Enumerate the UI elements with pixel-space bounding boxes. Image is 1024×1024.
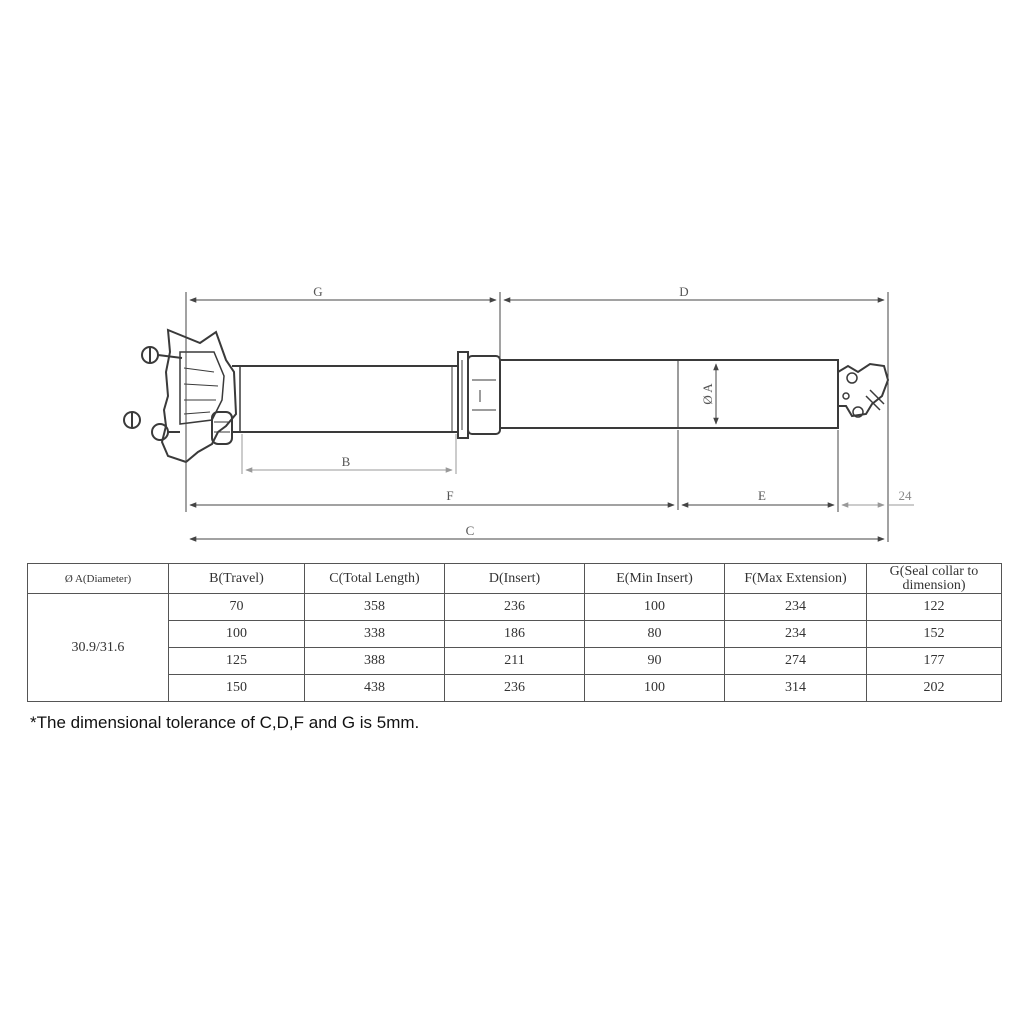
label-offset: 24 [898,488,912,503]
dimension-b [242,434,456,474]
table-cell: 100 [585,594,725,621]
header-diameter: Ø A(Diameter) [28,564,169,594]
table-cell: 211 [445,648,585,675]
table-header-row [28,564,1002,594]
dimension-c [190,523,884,539]
table-row [28,648,1002,675]
table-cell: 70 [169,594,305,621]
seal-collar [458,352,500,438]
table-cell: 236 [445,675,585,702]
table-cell: 202 [867,675,1002,702]
table-cell: 314 [725,675,867,702]
header-total-length: C(Total Length) [305,564,445,594]
table-cell: 100 [585,675,725,702]
table-cell: 122 [867,594,1002,621]
table-cell: 186 [445,621,585,648]
lower-post-body [500,360,838,428]
table-cell: 236 [445,594,585,621]
header-insert: D(Insert) [445,564,585,594]
table-cell: 234 [725,594,867,621]
header-min-insert: E(Min Insert) [585,564,725,594]
table-cell: 234 [725,621,867,648]
tolerance-note: *The dimensional tolerance of C,D,F and G is 5mm. [30,713,420,732]
table-cell: 100 [169,621,305,648]
label-e: E [758,488,766,503]
header-max-extension: F(Max Extension) [725,564,867,594]
table-cell: 90 [585,648,725,675]
table-cell: 338 [305,621,445,648]
label-diameter: Ø A [700,383,715,405]
header-travel: B(Travel) [169,564,305,594]
table-row [28,675,1002,702]
table-cell: 80 [585,621,725,648]
cable-actuator [838,364,888,417]
label-b: B [341,454,351,469]
label-g: G [313,284,323,299]
dimension-offset [842,488,914,505]
table-cell: 438 [305,675,445,702]
seat-clamp-head [124,330,236,462]
dimension-e [682,430,838,512]
label-f: F [446,488,454,503]
header-seal-collar: G(Seal collar to dimension) [867,564,1002,594]
table-row [28,594,1002,621]
table-cell: 274 [725,648,867,675]
label-d: D [679,284,689,299]
table-cell: 150 [169,675,305,702]
label-c: C [465,523,475,538]
table-row [28,621,1002,648]
diameter-cell: 30.9/31.6 [28,594,169,702]
dimension-g [186,284,500,512]
table-cell: 125 [169,648,305,675]
table-cell: 358 [305,594,445,621]
dimension-d [504,284,888,542]
dimension-spec-table [27,563,1002,702]
dimension-diameter [700,364,716,424]
table-cell: 177 [867,648,1002,675]
table-cell: 388 [305,648,445,675]
upper-stanchion [232,366,458,432]
table-cell: 152 [867,621,1002,648]
